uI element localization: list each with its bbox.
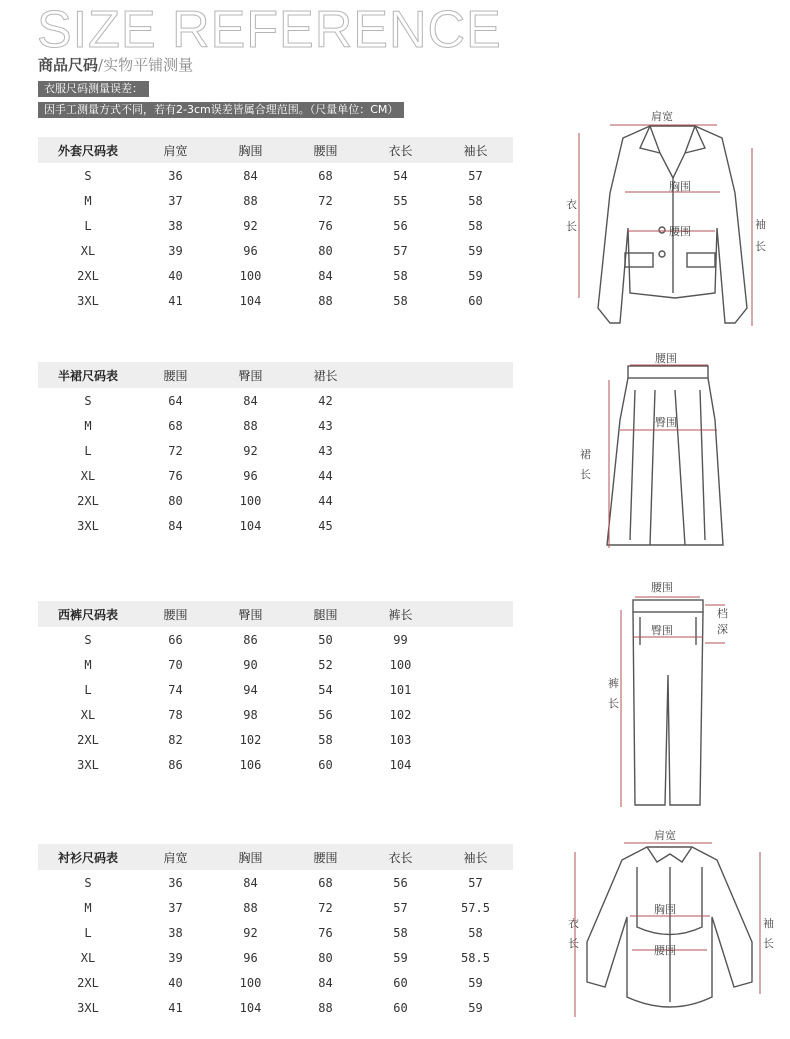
jacket-chest-label: 胸围 [669, 180, 691, 193]
measurement-cell: 59 [393, 950, 408, 965]
measurement-cell: 58 [393, 293, 408, 308]
measurement-cell: 72 [318, 193, 333, 208]
shirt-diagram [562, 822, 782, 1027]
column-header: 外套尺码表 [38, 137, 138, 163]
measurement-cell: 68 [168, 418, 183, 433]
measurement-cell: 40 [168, 268, 183, 283]
measurement-cell: 88 [318, 1000, 333, 1015]
size-cell: 3XL [77, 518, 99, 533]
measurement-cell: 41 [168, 1000, 183, 1015]
measurement-cell: 80 [168, 493, 183, 508]
skirt-waist-label: 腰围 [655, 352, 677, 365]
measurement-cell: 76 [318, 218, 333, 233]
measurement-cell: 42 [318, 393, 333, 408]
jacket-size-table [38, 137, 513, 313]
measurement-cell: 92 [243, 925, 258, 940]
pants-length-label-a: 裤 [608, 677, 619, 690]
measurement-note-detail: 因手工测量方式不同，若有2-3cm误差皆属合理范围。（尺量单位：CM） [38, 102, 404, 118]
column-header: 胸围 [213, 137, 288, 163]
column-header: 衬衫尺码表 [38, 844, 138, 870]
column-header: 腰围 [288, 844, 363, 870]
table-header-row [38, 844, 513, 870]
size-cell: M [84, 193, 92, 208]
column-header: 肩宽 [138, 137, 213, 163]
hero-title: SIZE REFERENCE [37, 1, 502, 59]
table-row [38, 488, 513, 513]
table-row [38, 188, 513, 213]
skirt-hip-label: 臀围 [655, 416, 677, 429]
table-row [38, 895, 513, 920]
measurement-cell: 92 [243, 218, 258, 233]
skirt-length-label-a: 裙 [580, 448, 591, 461]
column-header: 西裤尺码表 [38, 601, 138, 627]
measurement-cell: 58.5 [461, 950, 490, 965]
measurement-cell: 57 [393, 243, 408, 258]
measurement-cell: 74 [168, 682, 183, 697]
table-row [38, 702, 513, 727]
measurement-cell: 45 [318, 518, 333, 533]
jacket-shoulder-label: 肩宽 [651, 110, 673, 123]
measurement-cell: 57 [393, 900, 408, 915]
measurement-cell: 57 [468, 168, 483, 183]
pants-rise-label-b: 深 [717, 623, 728, 636]
column-header: 衣长 [363, 137, 438, 163]
table-row [38, 438, 513, 463]
measurement-cell: 104 [239, 1000, 262, 1015]
measurement-cell: 44 [318, 493, 333, 508]
measurement-cell: 84 [168, 518, 183, 533]
measurement-cell: 59 [468, 975, 483, 990]
table-row [38, 413, 513, 438]
jacket-length-label-b: 长 [566, 220, 577, 233]
measurement-cell: 72 [168, 443, 183, 458]
measurement-cell: 84 [318, 975, 333, 990]
measurement-cell: 84 [243, 875, 258, 890]
size-cell: 2XL [77, 268, 99, 283]
measurement-cell: 68 [318, 875, 333, 890]
measurement-cell: 52 [318, 657, 333, 672]
measurement-cell: 57.5 [461, 900, 490, 915]
size-cell: S [84, 875, 92, 890]
measurement-cell: 86 [168, 757, 183, 772]
jacket-sleeve-label-b: 长 [755, 240, 766, 253]
measurement-cell: 58 [393, 925, 408, 940]
measurement-cell: 60 [393, 975, 408, 990]
shirt-sleeve-label-b: 长 [763, 937, 774, 950]
measurement-cell: 58 [318, 732, 333, 747]
measurement-cell: 56 [318, 707, 333, 722]
measurement-cell: 58 [393, 268, 408, 283]
table-row [38, 945, 513, 970]
measurement-cell: 84 [243, 168, 258, 183]
measurement-cell: 56 [393, 875, 408, 890]
measurement-cell: 80 [318, 950, 333, 965]
header-filler [438, 601, 513, 627]
column-header: 臀围 [213, 601, 288, 627]
pants-length-label-b: 长 [608, 697, 619, 710]
measurement-cell: 40 [168, 975, 183, 990]
measurement-cell: 57 [468, 875, 483, 890]
size-cell: S [84, 632, 92, 647]
measurement-cell: 36 [168, 168, 183, 183]
size-cell: 2XL [77, 975, 99, 990]
measurement-cell: 37 [168, 193, 183, 208]
measurement-cell: 38 [168, 925, 183, 940]
shirt-length-label-a: 衣 [568, 917, 579, 930]
table-header-row [38, 137, 513, 163]
measurement-cell: 106 [239, 757, 262, 772]
measurement-cell: 36 [168, 875, 183, 890]
size-cell: L [84, 682, 92, 697]
measurement-cell: 88 [243, 193, 258, 208]
column-header: 腿围 [288, 601, 363, 627]
measurement-cell: 54 [393, 168, 408, 183]
measurement-cell: 104 [239, 518, 262, 533]
measurement-cell: 58 [468, 925, 483, 940]
size-cell: M [84, 418, 92, 433]
measurement-cell: 39 [168, 243, 183, 258]
size-cell: L [84, 443, 92, 458]
measurement-cell: 60 [468, 293, 483, 308]
measurement-cell: 98 [243, 707, 258, 722]
jacket-length-label-a: 衣 [566, 198, 577, 211]
measurement-cell: 100 [239, 975, 262, 990]
table-row [38, 677, 513, 702]
measurement-cell: 88 [243, 900, 258, 915]
measurement-cell: 100 [239, 268, 262, 283]
size-cell: M [84, 900, 92, 915]
measurement-cell: 60 [318, 757, 333, 772]
measurement-cell: 56 [393, 218, 408, 233]
measurement-cell: 39 [168, 950, 183, 965]
pants-size-table [38, 601, 513, 777]
column-header: 腰围 [138, 601, 213, 627]
measurement-cell: 102 [389, 707, 412, 722]
pants-waist-label: 腰围 [651, 581, 673, 594]
column-header: 裤长 [363, 601, 438, 627]
measurement-cell: 44 [318, 468, 333, 483]
column-header: 腰围 [288, 137, 363, 163]
measurement-cell: 84 [243, 393, 258, 408]
column-header: 肩宽 [138, 844, 213, 870]
column-header: 袖长 [438, 137, 513, 163]
measurement-cell: 66 [168, 632, 183, 647]
measurement-cell: 102 [239, 732, 262, 747]
measurement-cell: 82 [168, 732, 183, 747]
jacket-sleeve-label-a: 袖 [755, 218, 766, 231]
size-cell: 3XL [77, 757, 99, 772]
measurement-cell: 55 [393, 193, 408, 208]
table-header-row [38, 601, 513, 627]
table-row [38, 163, 513, 188]
measurement-cell: 60 [393, 1000, 408, 1015]
column-header: 半裙尺码表 [38, 362, 138, 388]
measurement-cell: 92 [243, 443, 258, 458]
measurement-cell: 76 [318, 925, 333, 940]
table-header-row [38, 362, 513, 388]
size-cell: XL [80, 243, 96, 258]
measurement-cell: 101 [389, 682, 412, 697]
shirt-waist-label: 腰围 [654, 944, 676, 957]
size-cell: S [84, 168, 92, 183]
table-row [38, 263, 513, 288]
shirt-shoulder-label: 肩宽 [654, 829, 676, 842]
column-header: 裙长 [288, 362, 363, 388]
column-header: 衣长 [363, 844, 438, 870]
measurement-cell: 41 [168, 293, 183, 308]
measurement-cell: 100 [239, 493, 262, 508]
column-header: 臀围 [213, 362, 288, 388]
header-filler [438, 362, 513, 388]
measurement-cell: 103 [389, 732, 412, 747]
measurement-cell: 80 [318, 243, 333, 258]
table-row [38, 213, 513, 238]
pants-diagram [600, 575, 735, 810]
measurement-cell: 94 [243, 682, 258, 697]
table-row [38, 463, 513, 488]
column-header: 袖长 [438, 844, 513, 870]
size-cell: S [84, 393, 92, 408]
size-cell: XL [80, 707, 96, 722]
measurement-cell: 64 [168, 393, 183, 408]
measurement-cell: 99 [393, 632, 408, 647]
column-header: 胸围 [213, 844, 288, 870]
table-row [38, 513, 513, 538]
size-cell: 3XL [77, 1000, 99, 1015]
measurement-cell: 84 [318, 268, 333, 283]
table-row [38, 870, 513, 895]
measurement-cell: 58 [468, 193, 483, 208]
measurement-cell: 100 [389, 657, 412, 672]
table-row [38, 288, 513, 313]
measurement-cell: 86 [243, 632, 258, 647]
subtitle-main: 商品尺码 [38, 56, 99, 74]
measurement-note-title: 衣服尺码测量误差： [38, 81, 149, 97]
skirt-length-label-b: 长 [580, 468, 591, 481]
measurement-cell: 70 [168, 657, 183, 672]
measurement-cell: 104 [239, 293, 262, 308]
pants-rise-label-a: 档 [717, 607, 728, 620]
measurement-cell: 43 [318, 418, 333, 433]
size-cell: M [84, 657, 92, 672]
measurement-cell: 59 [468, 1000, 483, 1015]
measurement-cell: 50 [318, 632, 333, 647]
shirt-chest-label: 胸围 [654, 903, 676, 916]
table-row [38, 627, 513, 652]
shirt-size-table [38, 844, 513, 1020]
measurement-cell: 68 [318, 168, 333, 183]
size-cell: 2XL [77, 732, 99, 747]
measurement-cell: 88 [243, 418, 258, 433]
table-row [38, 970, 513, 995]
measurement-cell: 88 [318, 293, 333, 308]
size-cell: XL [80, 950, 96, 965]
size-cell: 2XL [77, 493, 99, 508]
measurement-cell: 43 [318, 443, 333, 458]
table-row [38, 727, 513, 752]
column-header: 腰围 [138, 362, 213, 388]
measurement-cell: 72 [318, 900, 333, 915]
page-subtitle [38, 54, 193, 75]
header-filler [363, 362, 438, 388]
measurement-cell: 59 [468, 268, 483, 283]
measurement-cell: 96 [243, 950, 258, 965]
measurement-cell: 90 [243, 657, 258, 672]
measurement-cell: 78 [168, 707, 183, 722]
measurement-cell: 104 [389, 757, 412, 772]
table-row [38, 652, 513, 677]
measurement-cell: 96 [243, 243, 258, 258]
measurement-cell: 58 [468, 218, 483, 233]
shirt-length-label-b: 长 [568, 937, 579, 950]
size-cell: L [84, 925, 92, 940]
skirt-diagram [575, 350, 730, 555]
pants-hip-label: 臀围 [651, 624, 673, 637]
subtitle-secondary: /实物平铺测量 [98, 56, 194, 74]
jacket-diagram [565, 108, 780, 333]
measurement-cell: 54 [318, 682, 333, 697]
size-cell: L [84, 218, 92, 233]
size-cell: XL [80, 468, 96, 483]
size-cell: 3XL [77, 293, 99, 308]
jacket-waist-label: 腰围 [669, 225, 691, 238]
table-row [38, 238, 513, 263]
table-row [38, 995, 513, 1020]
measurement-cell: 37 [168, 900, 183, 915]
measurement-cell: 96 [243, 468, 258, 483]
table-row [38, 752, 513, 777]
shirt-sleeve-label-a: 袖 [763, 917, 774, 930]
measurement-cell: 38 [168, 218, 183, 233]
table-row [38, 920, 513, 945]
table-row [38, 388, 513, 413]
measurement-cell: 76 [168, 468, 183, 483]
skirt-size-table [38, 362, 513, 538]
measurement-cell: 59 [468, 243, 483, 258]
